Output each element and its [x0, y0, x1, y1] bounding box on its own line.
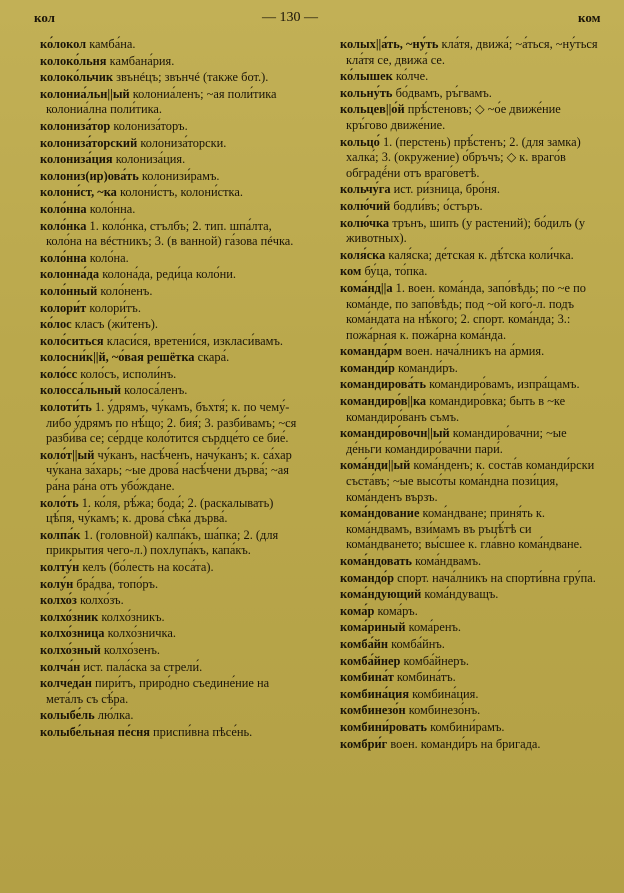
dictionary-entry — [32, 626, 304, 642]
dictionary-entry — [32, 152, 304, 168]
entry-headword: комбини́ровать — [340, 719, 427, 734]
entry-translation: 1. (перстень) прѣ́стенъ; 2. (для замка) халка́; 3. (окружение) о́бръчъ; ◇ к. враго́в обградé́ни отъ враго́ветѣ. — [346, 134, 581, 180]
entry-translation: воен. команди́ръ на бригада. — [387, 736, 541, 751]
dictionary-entry — [332, 264, 604, 280]
dictionary-entry — [332, 637, 604, 653]
entry-headword: колча́н — [40, 659, 81, 674]
entry-headword: колосни́к||й, ~о́вая решётка — [40, 350, 195, 365]
dictionary-entry — [32, 725, 304, 741]
dictionary-entry — [332, 102, 604, 133]
dictionary-entry — [32, 317, 304, 333]
entry-headword: колоко́льня — [40, 53, 107, 68]
dictionary-entry — [32, 367, 304, 383]
entry-translation: бо́двамъ, ръ́гвамъ. — [392, 85, 492, 100]
entry-headword: колыбе́ль — [40, 708, 95, 723]
dictionary-entry — [332, 394, 604, 425]
dictionary-entry — [32, 383, 304, 399]
dictionary-entry — [32, 400, 304, 447]
entry-headword: колыбе́льная пе́сня — [40, 724, 150, 739]
entry-headword: колу́н — [40, 576, 74, 591]
entry-headword: колых||а́ть, ~ну́ть — [340, 37, 439, 51]
entry-translation: кома́ръ. — [374, 603, 418, 618]
dictionary-entry — [332, 135, 604, 182]
entry-headword: колосса́льный — [40, 383, 122, 398]
entry-headword: коло́нна — [40, 201, 87, 216]
entry-translation: кома́нденъ; к. соста́в команди́рски съста́въ; ~ые высо́ты кома́ндна пози́ция, кома́нденъ вързъ. — [346, 458, 595, 504]
entry-translation: комбинезо́нъ. — [405, 703, 481, 718]
dictionary-entry — [332, 720, 604, 736]
entry-translation: коло́ненъ. — [97, 283, 153, 298]
entry-headword: комбинезо́н — [340, 703, 406, 718]
entry-translation: бу́ца, то́пка. — [361, 264, 428, 279]
entry-translation: 1. у́дрямъ, чу́камъ, бъхтя́; к. по чему́-либо у́дрямъ по нѣ́що; 2. бия́; 3. разби́вамъ; ~ся разби́ва се; се́рдце коло́тится сърдце́то се бие́. — [46, 400, 297, 446]
entry-headword: колю́чий — [340, 198, 391, 213]
entry-translation: колона́да, реди́ца коло́ни. — [99, 267, 236, 282]
entry-headword: колту́н — [40, 560, 80, 574]
entry-translation: трънъ, шипъ (у растений); бо́дилъ (у животных). — [346, 215, 586, 246]
dictionary-entry — [32, 202, 304, 218]
dictionary-entry — [332, 458, 604, 505]
entry-translation: команди́ръ. — [394, 360, 458, 375]
dictionary-entry — [332, 687, 604, 703]
entry-headword: коля́ска — [340, 247, 386, 262]
entry-headword: коло́ситься — [40, 333, 104, 348]
entry-headword: колонна́да — [40, 267, 100, 282]
entry-headword: комбина́т — [340, 670, 394, 685]
entry-translation: звънéцъ; звънчé (также бот.). — [113, 70, 269, 85]
dictionary-entry — [32, 301, 304, 317]
entry-headword: колониза́тор — [40, 118, 111, 133]
entry-translation: прѣ́стеновъ; ◇ ~о́е движе́ние кръ́гово движе́ние. — [346, 102, 561, 132]
header-left-guide-word: кол — [34, 10, 55, 25]
entry-headword: колониа́льн||ый — [40, 86, 130, 101]
page-number: — 130 — — [262, 10, 318, 25]
entry-translation: 1. коло́нка, стълбъ; 2. тип. шпа́лта, коло́на на вéстникъ; 3. (в ванной) га́зова пéчка. — [46, 218, 294, 249]
entry-translation: пири́тъ, приро́дно съедине́ние на мета́лъ съ сѣ́ра. — [46, 676, 270, 706]
entry-translation: кома́ндване; приня́ть к. кома́ндвамъ, взи́мамъ въ ръцѣ́тѣ си кома́ндването; вы́сшее к. гла́вно кома́ндване. — [346, 506, 583, 552]
dictionary-entry — [332, 604, 604, 620]
dictionary-entry — [332, 670, 604, 686]
entry-headword: командиро́вочн||ый — [340, 426, 450, 441]
dictionary-entry — [32, 643, 304, 659]
entry-headword: команди́р — [340, 360, 395, 375]
entry-translation: кла́тя, движа́; ~а́ться, ~ну́ться кла́тя се, движа́ се. — [346, 37, 598, 67]
dictionary-entry — [32, 251, 304, 267]
entry-translation: командиро́вачни; ~ые де́ньги командиро́вачни пари́. — [346, 426, 567, 456]
dictionary-entry — [32, 185, 304, 201]
entry-translation: командиро́вка; быть в ~ке командиро́ванъ съмъ. — [346, 394, 566, 424]
entry-headword: колпа́к — [40, 527, 81, 542]
dictionary-entry — [332, 344, 604, 360]
dictionary-entry — [32, 54, 304, 70]
dictionary-entry — [32, 496, 304, 527]
dictionary-entry — [32, 593, 304, 609]
entry-headword: колхо́зный — [40, 642, 101, 657]
page-header — [0, 10, 624, 30]
entry-translation: колхо́зничка. — [104, 626, 176, 641]
entry-translation: колонизи́рамъ. — [138, 168, 220, 183]
dictionary-entry — [32, 334, 304, 350]
entry-headword: кома́нд||а — [340, 280, 393, 295]
entry-headword: колю́чка — [340, 215, 390, 230]
entry-headword: ко́лос — [40, 317, 72, 332]
entry-headword: колчеда́н — [40, 676, 92, 691]
entry-translation: 1. воен. кома́нда, запо́вѣдь; по ~е по кома́нде, по запо́вѣдь; под ~ой кого́-л. подъ кома́ндата на нѣ́кого; 2. спорт. кома́нда; 3.: пожа́рная к. пожа́рна кома́нда. — [346, 280, 586, 342]
dictionary-entry — [32, 267, 304, 283]
entry-headword: колхо́зница — [40, 626, 105, 641]
dictionary-entry — [332, 426, 604, 457]
entry-translation: ист. ри́зница, бро́ня. — [390, 182, 500, 197]
entry-translation: колхо́зенъ. — [100, 642, 160, 657]
dictionary-entry — [32, 87, 304, 118]
entry-headword: колоко́льчик — [40, 70, 113, 85]
entry-headword: командо́р — [340, 570, 394, 585]
entry-translation: колониа́ленъ; ~ая поли́тика колониа́лна поли́тика. — [46, 86, 277, 117]
dictionary-entry — [332, 216, 604, 247]
dictionary-entry — [332, 620, 604, 636]
entry-headword: комбина́ция — [340, 686, 410, 701]
entry-translation: воен. нача́лникъ на а́рмия. — [402, 344, 545, 359]
dictionary-entry — [32, 219, 304, 250]
entry-translation: каля́ска; де́тская к. дѣ́тска коли́чка. — [385, 247, 574, 262]
dictionary-entry — [32, 37, 304, 53]
entry-translation: скара́. — [194, 350, 230, 365]
entry-headword: командиро́в||ка — [340, 394, 427, 409]
dictionary-entry — [332, 554, 604, 570]
entry-translation: комбини́рамъ. — [426, 719, 505, 734]
entry-headword: колхо́з — [40, 593, 77, 608]
dictionary-entry — [332, 281, 604, 343]
entry-headword: колори́т — [40, 300, 87, 315]
dictionary-entry — [332, 182, 604, 198]
entry-headword: колониз(ир)ова́ть — [40, 168, 139, 183]
entry-translation: колхо́зъ. — [76, 593, 124, 608]
entry-translation: камба́на. — [86, 37, 136, 51]
dictionary-entry — [332, 654, 604, 670]
entry-headword: ко́лышек — [340, 69, 393, 84]
entry-headword: комбри́г — [340, 736, 388, 751]
entry-headword: ко́локол — [40, 37, 87, 51]
entry-headword: колхо́зник — [40, 609, 99, 624]
entry-translation: кома́ренъ. — [405, 620, 462, 635]
entry-headword: кольчу́га — [340, 182, 391, 197]
entry-translation: приспи́вна пѣсе́нь. — [149, 724, 253, 739]
dictionary-entry — [332, 199, 604, 215]
dictionary-entry — [332, 361, 604, 377]
dictionary-entry — [32, 136, 304, 152]
entry-translation: чу́канъ, насѣ́ченъ, начу́канъ; к. са́хар чу́кана за́харь; ~ые дрова́ насѣ́чени дърва́; ~ая ра́на ра́на отъ убо́ждане. — [46, 447, 292, 494]
entry-translation: келъ (бо́лесть на коса́та). — [79, 560, 214, 574]
entry-headword: коло́нный — [40, 283, 98, 298]
entry-headword: кольну́ть — [340, 85, 393, 100]
dictionary-entry — [332, 571, 604, 587]
entry-headword: командирова́ть — [340, 377, 427, 392]
entry-headword: колониза́ция — [40, 152, 113, 167]
entry-translation: класи́ся, вретени́ся, изкласи́вамъ. — [103, 333, 283, 348]
entry-translation: 1. ко́ля, рѣ́жа; бода́; 2. (раскалывать) цѣ́пя, чу́камъ; к. дрова́ сѣка́ дърва́. — [46, 495, 274, 526]
dictionary-entry — [32, 70, 304, 86]
entry-translation: класъ (жи́тенъ). — [71, 317, 158, 332]
entry-headword: кома́ндующий — [340, 587, 422, 602]
dictionary-entry — [332, 703, 604, 719]
dictionary-entry — [32, 528, 304, 559]
dictionary-entry — [332, 587, 604, 603]
entry-translation: кома́ндуващъ. — [421, 587, 499, 602]
dictionary-entry — [32, 350, 304, 366]
entry-headword: коло́т||ый — [40, 447, 95, 462]
entry-translation: коло́съ, исполи́нъ. — [77, 366, 177, 381]
entry-headword: коло́нна — [40, 250, 87, 265]
entry-translation: колори́тъ. — [86, 300, 141, 315]
right-column — [332, 37, 604, 753]
entry-headword: колони́ст, ~ка — [40, 185, 117, 200]
entry-translation: лю́лка. — [94, 708, 134, 723]
entry-translation: спорт. нача́лникъ на спорти́вна гру́па. — [393, 570, 596, 585]
dictionary-entry — [32, 577, 304, 593]
dictionary-entry — [332, 37, 604, 68]
entry-translation: коло́нна. — [86, 201, 136, 216]
entry-headword: ком — [340, 264, 362, 279]
entry-translation: коло́на. — [86, 250, 129, 265]
header-right-guide-word: ком — [578, 10, 601, 25]
dictionary-entry — [332, 248, 604, 264]
entry-translation: колони́стъ, колони́стка. — [116, 185, 243, 200]
entry-headword: комба́йн — [340, 636, 389, 651]
entry-headword: кольцев||о́й — [340, 102, 405, 117]
dictionary-entry — [32, 610, 304, 626]
entry-headword: кома́риный — [340, 620, 406, 635]
entry-translation: колониза́торъ. — [110, 118, 188, 133]
entry-translation: комба́йнъ. — [388, 636, 445, 651]
entry-translation: колониза́торски. — [137, 135, 227, 150]
dictionary-entry — [32, 708, 304, 724]
dictionary-entry — [32, 560, 304, 576]
dictionary-entry — [32, 448, 304, 495]
left-column — [32, 37, 304, 742]
entry-headword: кома́р — [340, 603, 375, 618]
dictionary-entry — [32, 169, 304, 185]
dictionary-entry — [32, 284, 304, 300]
entry-headword: кома́нди||ый — [340, 458, 411, 473]
dictionary-entry — [32, 660, 304, 676]
entry-translation: комба́йнеръ. — [400, 653, 469, 668]
entry-headword: кома́ндование — [340, 506, 420, 521]
entry-translation: колониза́ция. — [112, 152, 186, 167]
entry-headword: колоти́ть — [40, 400, 92, 415]
entry-headword: колониза́торский — [40, 135, 138, 150]
entry-translation: колоса́ленъ. — [121, 383, 188, 398]
entry-translation: колхо́зникъ. — [98, 609, 165, 624]
entry-headword: команда́рм — [340, 344, 403, 359]
dictionary-entry — [332, 377, 604, 393]
entry-translation: комбина́ция. — [409, 686, 479, 701]
entry-translation: бодли́въ; о́стъръ. — [390, 198, 483, 213]
entry-translation: бра́два, топо́ръ. — [73, 576, 159, 591]
entry-translation: камбана́рия. — [106, 53, 175, 68]
entry-headword: коло́нка — [40, 218, 87, 233]
entry-translation: кома́ндвамъ. — [411, 554, 482, 568]
entry-translation: ко́лче. — [392, 69, 429, 84]
entry-headword: кома́ндовать — [340, 554, 412, 568]
dictionary-entry — [332, 506, 604, 553]
entry-headword: коло́сс — [40, 366, 78, 381]
entry-headword: комба́йнер — [340, 653, 401, 668]
entry-translation: 1. (головной) калпа́къ, ша́пка; 2. (для прикрытия чего-л.) похлупа́къ, капа́къ. — [46, 527, 279, 558]
dictionary-entry — [332, 737, 604, 753]
dictionary-entry — [332, 86, 604, 102]
entry-headword: кольцо́ — [340, 134, 380, 149]
dictionary-entry — [32, 676, 304, 707]
entry-translation: командиро́вамъ, изпра́щамъ. — [426, 377, 580, 392]
dictionary-entry — [332, 69, 604, 85]
entry-translation: комбина́тъ. — [393, 670, 456, 685]
entry-headword: коло́ть — [40, 495, 79, 510]
dictionary-entry — [32, 119, 304, 135]
entry-translation: ист. пала́ска за стрели́. — [80, 659, 203, 674]
